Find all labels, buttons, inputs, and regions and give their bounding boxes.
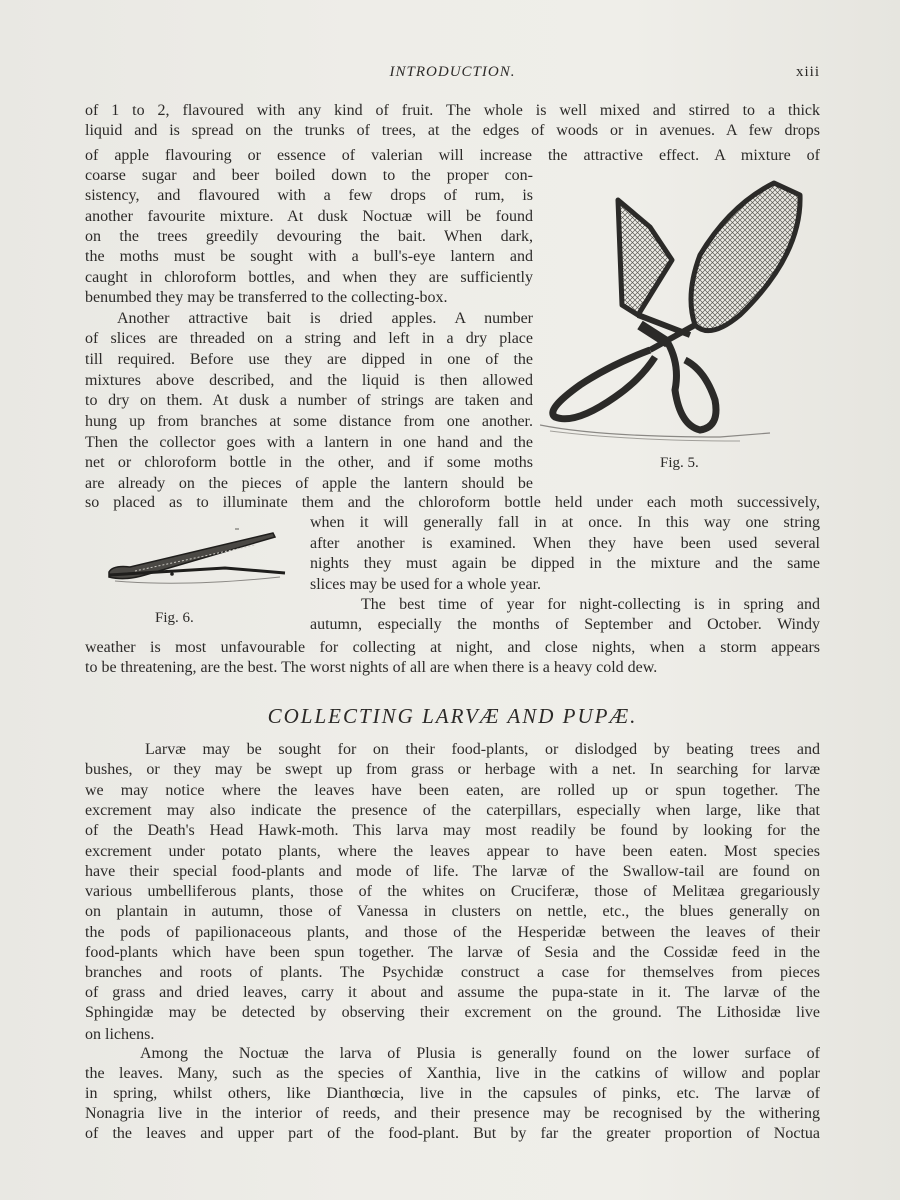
text-line: weather is most unfavourable for collecting at night, and close nights, when a storm appears: [85, 639, 820, 656]
text-line: various umbelliferous plants, those of the whites on Cruciferæ, those of Melitæa gregariously: [85, 883, 820, 900]
text-line: to dry on them. At dusk a number of strings are taken and: [85, 392, 533, 409]
text-line: have their special food-plants and mode of life. The larvæ of the Swallow-tail are found on: [85, 863, 820, 880]
text-line: hung up from branches at some distance from one another.: [85, 413, 533, 430]
figure-caption: Fig. 5.: [660, 455, 699, 471]
text-line: to be threatening, are the best. The worst nights of all are when there is a heavy cold dew.: [85, 659, 658, 676]
forceps-icon: [105, 525, 295, 595]
text-line: of the leaves and upper part of the food-plant. But by far the greater proportion of Noctua: [85, 1125, 820, 1142]
text-line: branches and roots of plants. The Psychidæ construct a case for themselves from pieces: [85, 964, 820, 981]
text-line: on the trees greedily devouring the bait. When dark,: [85, 228, 533, 245]
text-line: Larvæ may be sought for on their food-plants, or dislodged by beating trees and: [145, 741, 820, 758]
text-line: of the Death's Head Hawk-moth. This larva may most readily be found by looking for the: [85, 822, 820, 839]
text-line: the moths must be sought with a bull's-eye lantern and: [85, 248, 533, 265]
text-line: we may notice where the leaves have been eaten, are rolled up or spun together. The: [85, 782, 820, 799]
text-line: another favourite mixture. At dusk Noctuæ will be found: [85, 208, 533, 225]
text-line: food-plants which have been spun together. The larvæ of Sesia and the Cossidæ feed in the: [85, 944, 820, 961]
text-line: of grass and dried leaves, carry it about and assume the pupa-state in it. The larvæ of the: [85, 984, 820, 1001]
page-number: xiii: [795, 64, 820, 80]
text-line: Nonagria live in the interior of reeds, and their presence may be recognised by the withering: [85, 1105, 820, 1122]
text-line: are already on the pieces of apple the lantern should be: [85, 475, 533, 492]
text-line: Among the Noctuæ the larva of Plusia is generally found on the lower surface of: [140, 1045, 820, 1062]
text-line: bushes, or they may be swept up from grass or herbage with a net. In searching for larvæ: [85, 761, 820, 778]
text-line: after another is examined. When they have been used several: [310, 535, 820, 552]
text-line: benumbed they may be transferred to the collecting-box.: [85, 289, 448, 306]
section-heading: COLLECTING LARVÆ AND PUPÆ.: [267, 704, 638, 728]
text-line: of slices are threaded on a string and left in a dry place: [85, 330, 533, 347]
text-line: The best time of year for night-collecting is in spring and: [361, 596, 820, 613]
figure-caption: Fig. 6.: [155, 610, 194, 626]
text-line: autumn, especially the months of September and October. Windy: [310, 616, 820, 633]
text-line: in spring, whilst others, like Dianthœcia, live in the capsules of pinks, etc. The larvæ of: [85, 1085, 820, 1102]
text-line: net or chloroform bottle in the other, and if some moths: [85, 454, 533, 471]
text-line: so placed as to illuminate them and the chloroform bottle held under each moth successively,: [85, 494, 820, 511]
text-line: sistency, and flavoured with a few drops of rum, is: [85, 187, 533, 204]
text-line: coarse sugar and beer boiled down to the proper con-: [85, 167, 533, 184]
text-line: Sphingidæ may be detected by observing their excrement on the ground. The Lithosidæ live: [85, 1004, 820, 1021]
text-line: nights they must again be dipped in the mixture and the same: [310, 555, 820, 572]
running-header: [85, 64, 820, 86]
text-line: when it will generally fall in at once. In this way one string: [310, 514, 820, 531]
text-line: liquid and is spread on the trunks of trees, at the edges of woods or in avenues. A few drops: [85, 122, 820, 139]
text-line: Another attractive bait is dried apples. A number: [117, 310, 533, 327]
text-line: excrement may also indicate the presence of the caterpillars, especially when large, like that: [85, 802, 820, 819]
text-line: excrement under potato plants, where the leaves appear to have been eaten. Most species: [85, 843, 820, 860]
text-line: caught in chloroform bottles, and when they are sufficiently: [85, 269, 533, 286]
text-line: of apple flavouring or essence of valerian will increase the attractive effect. A mixture of: [85, 147, 820, 164]
text-line: slices may be used for a whole year.: [310, 576, 542, 593]
text-line: on plantain in autumn, those of Vanessa in clusters on nettle, etc., the blues generally on: [85, 903, 820, 920]
text-line: the leaves. Many, such as the species of Xanthia, live in the catkins of willow and poplar: [85, 1065, 820, 1082]
running-title: INTRODUCTION.: [389, 64, 516, 80]
text-line: of 1 to 2, flavoured with any kind of fruit. The whole is well mixed and stirred to a thick: [85, 102, 820, 119]
text-line: till required. Before use they are dipped in one of the: [85, 351, 533, 368]
text-line: the pods of papilionaceous plants, and those of the Hesperidæ between the leaves of their: [85, 924, 820, 941]
scissors-net-icon: [540, 175, 810, 455]
text-line: Then the collector goes with a lantern in one hand and the: [85, 434, 533, 451]
text-line: on lichens.: [85, 1026, 155, 1043]
text-line: mixtures above described, and the liquid is then allowed: [85, 372, 533, 389]
